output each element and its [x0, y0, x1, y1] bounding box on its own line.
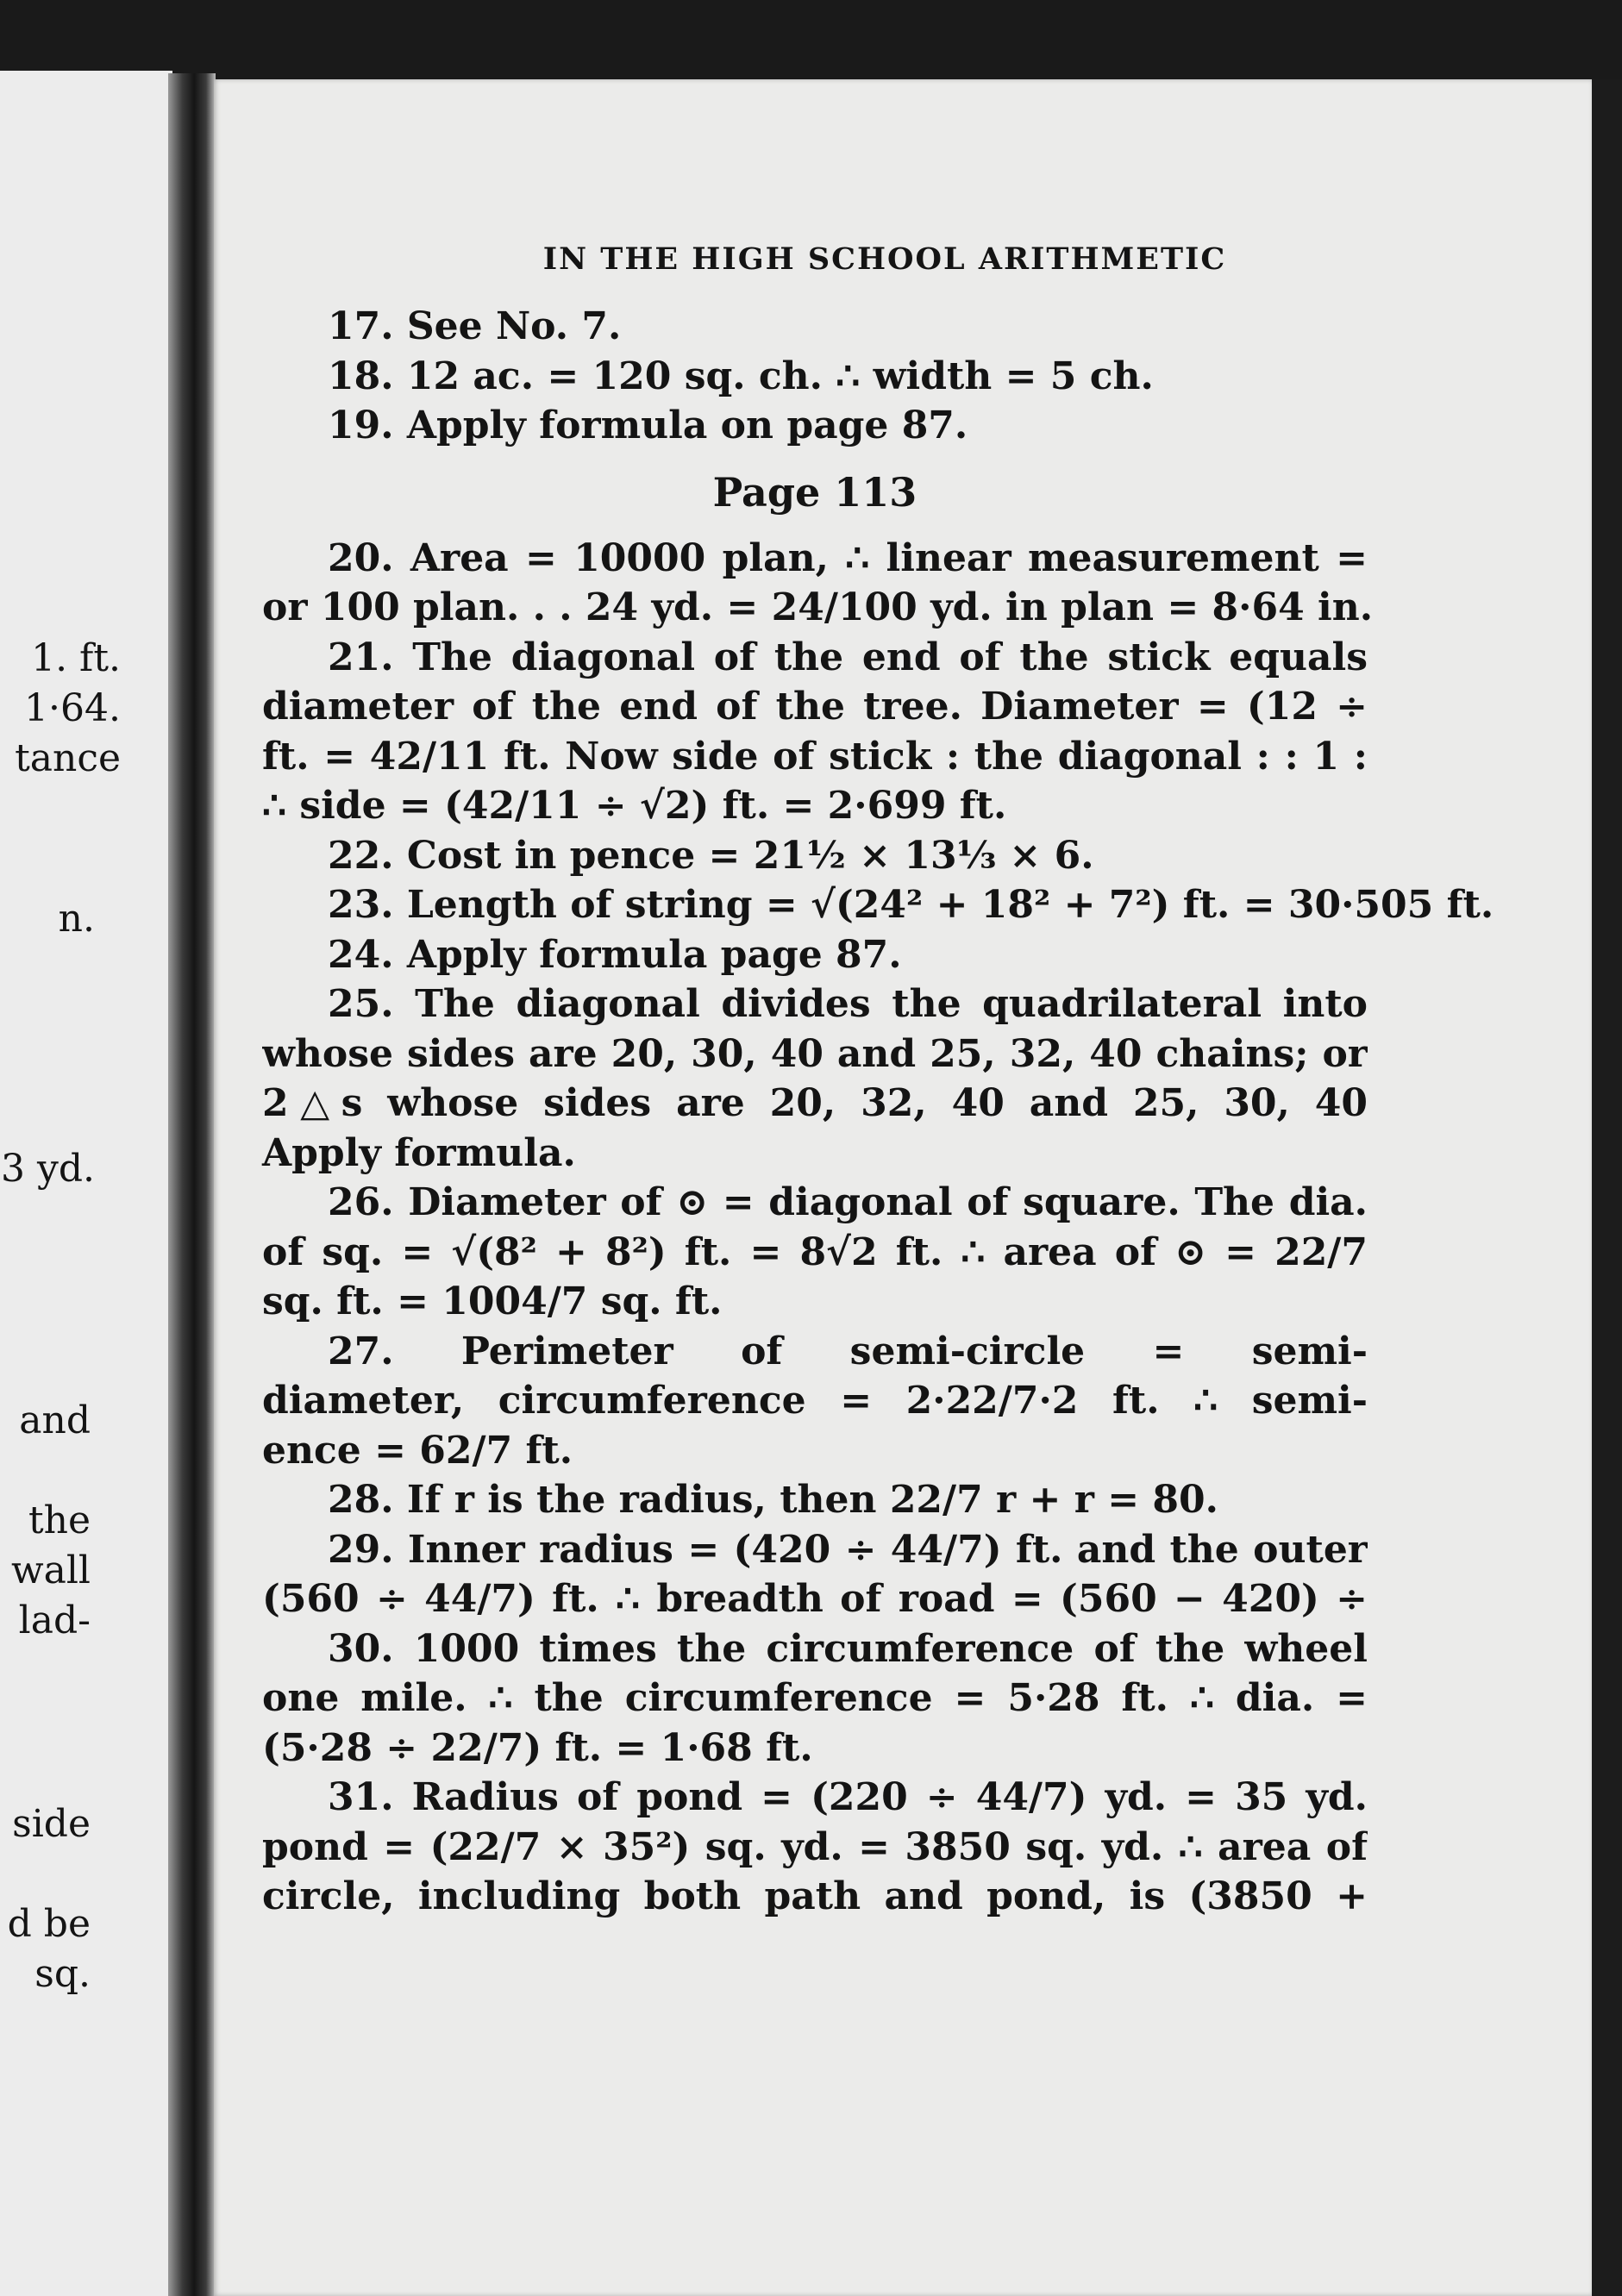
text-line: 31. Radius of pond = (220 ÷ 44/7) yd. = 35 yd.	[328, 1775, 1368, 1819]
text-line: (5·28 ÷ 22/7) ft. = 1·68 ft.	[262, 1725, 813, 1770]
text-line: ft. = 42/11 ft. Now side of stick : the diagonal : : 1 :	[262, 734, 1368, 779]
left-facing-page	[0, 71, 172, 2296]
text-line: (560 ÷ 44/7) ft. ∴ breadth of road = (560 − 420) ÷	[262, 1577, 1368, 1621]
text-line: 19. Apply formula on page 87.	[328, 404, 968, 447]
book-gutter	[168, 73, 216, 2296]
text-line: Apply formula.	[262, 1130, 576, 1175]
left-fragment: wall	[10, 1548, 91, 1592]
left-fragment: 3 yd.	[1, 1147, 95, 1191]
left-fragment: tance	[15, 736, 121, 780]
text-line: whose sides are 20, 30, 40 and 25, 32, 40 chains; or	[262, 1031, 1368, 1076]
text-line: 22. Cost in pence = 21½ × 13⅓ × 6.	[328, 833, 1094, 878]
left-fragment: the	[28, 1498, 91, 1542]
left-fragment: and	[19, 1398, 91, 1442]
left-fragment: 1·64.	[24, 686, 121, 730]
text-line: 20. Area = 10000 plan, ∴ linear measurement =	[328, 535, 1368, 580]
text-line: of sq. = √(8² + 8²) ft. = 8√2 ft. ∴ area of ⊙ = 22/7	[262, 1229, 1368, 1274]
text-line: diameter of the end of the tree. Diameter = (12 ÷	[262, 685, 1368, 729]
text-line: or 100 plan. . . 24 yd. = 24/100 yd. in plan = 8·64 in.	[262, 585, 1374, 629]
scan-top-border	[0, 0, 1622, 82]
text-line: ence = 62/7 ft.	[262, 1428, 573, 1473]
text-line: 26. Diameter of ⊙ = diagonal of square. The dia.	[328, 1180, 1368, 1224]
text-line: diameter, circumference = 2·22/7·2 ft. ∴ semi-	[262, 1379, 1368, 1423]
left-fragment: d be	[7, 1902, 91, 1946]
text-line: 17. See No. 7.	[328, 304, 622, 348]
text-line: ∴ side = (42/11 ÷ √2) ft. = 2·699 ft.	[262, 784, 1007, 828]
running-head: IN THE HIGH SCHOOL ARITHMETIC	[542, 241, 1227, 277]
text-line: 21. The diagonal of the end of the stick equals	[328, 635, 1368, 679]
text-line: circle, including both path and pond, is (3850 +	[262, 1874, 1368, 1918]
text-line: 24. Apply formula page 87.	[328, 932, 902, 977]
left-fragment: 1. ft.	[31, 636, 121, 680]
text-line: 30. 1000 times the circumference of the wheel	[328, 1626, 1368, 1671]
text-line: sq. ft. = 1004/7 sq. ft.	[262, 1279, 723, 1323]
left-fragment: lad-	[18, 1598, 91, 1642]
scan-right-border	[1592, 79, 1622, 2296]
text-line: 28. If r is the radius, then 22/7 r + r = 80.	[328, 1478, 1218, 1522]
answer-text	[262, 302, 1494, 1922]
text-line: pond = (22/7 × 35²) sq. yd. = 3850 sq. yd. ∴ area of	[262, 1824, 1368, 1869]
main-page	[214, 79, 1592, 2296]
text-line: 27. Perimeter of semi-circle = semi-	[328, 1329, 1368, 1373]
text-line: 18. 12 ac. = 120 sq. ch. ∴ width = 5 ch.	[328, 353, 1154, 398]
text-line: 29. Inner radius = (420 ÷ 44/7) ft. and the outer	[328, 1527, 1368, 1572]
text-line: 2△s whose sides are 20, 32, 40 and 25, 30, 40	[262, 1081, 1368, 1125]
text-line: 25. The diagonal divides the quadrilateral into	[328, 982, 1368, 1026]
text-line: 23. Length of string = √(24² + 18² + 7²) ft. = 30·505 ft.	[328, 883, 1494, 927]
text-line: one mile. ∴ the circumference = 5·28 ft. ∴ dia. =	[262, 1676, 1368, 1720]
left-fragment: n.	[58, 897, 95, 941]
page-heading: Page 113	[712, 468, 917, 516]
left-fragment: side	[12, 1802, 91, 1846]
left-fragment: sq.	[34, 1952, 91, 1996]
